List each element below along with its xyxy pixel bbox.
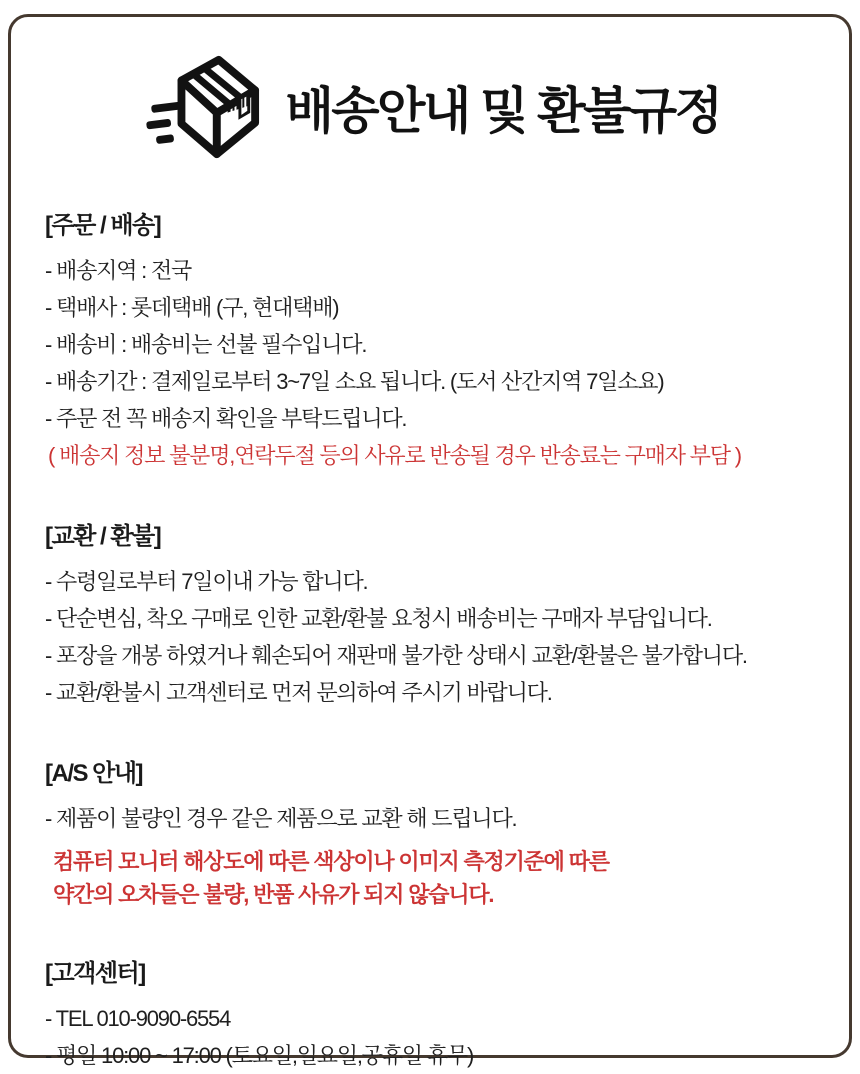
page-content xyxy=(11,17,849,1074)
policy-line: - 단순변심, 착오 구매로 인한 교환/환불 요청시 배송비는 구매자 부담입니다. xyxy=(45,606,712,631)
customer-hours-line: - 평일 10:00 ~ 17:00 (토요일,일요일,공휴일 휴무) xyxy=(45,1043,474,1068)
section-heading: [고객센터] xyxy=(45,960,145,987)
section-as-guide xyxy=(45,753,819,911)
policy-line: - 교환/환불시 고객센터로 먼저 문의하여 주시기 바랍니다. xyxy=(45,680,552,705)
section-heading: [교환 / 환불] xyxy=(45,523,161,550)
section-heading: [A/S 안내] xyxy=(45,760,143,787)
policy-line: - 배송기간 : 결제일로부터 3~7일 소요 됩니다. (도서 산간지역 7일소요) xyxy=(45,369,664,394)
page-border xyxy=(8,14,852,1068)
section-heading: [주문 / 배송] xyxy=(45,212,161,239)
section-exchange-refund xyxy=(45,516,819,711)
shipping-box-icon xyxy=(144,52,270,162)
policy-line: - 포장을 개봉 하였거나 훼손되어 재판매 불가한 상태시 교환/환불은 불가합니다. xyxy=(45,643,747,668)
header xyxy=(45,51,819,163)
policy-line: - 배송지역 : 전국 xyxy=(45,258,192,283)
warning-line: 약간의 오차들은 불량, 반품 사유가 되지 않습니다. xyxy=(53,882,494,907)
shipping-return-warning-note: ( 배송지 정보 불분명,연락두절 등의 사유로 반송될 경우 반송료는 구매자 부담 ) xyxy=(48,443,741,468)
policy-line: - 수령일로부터 7일이내 가능 합니다. xyxy=(45,569,368,594)
section-customer-center xyxy=(45,953,819,1074)
customer-tel-line: - TEL 010-9090-6554 xyxy=(45,1006,231,1031)
as-warning-note xyxy=(53,845,819,911)
policy-line: - 배송비 : 배송비는 선불 필수입니다. xyxy=(45,332,367,357)
policy-line: - 택배사 : 롯데택배 (구, 현대택배) xyxy=(45,295,339,320)
policy-line: - 제품이 불량인 경우 같은 제품으로 교환 해 드립니다. xyxy=(45,806,517,831)
section-order-shipping xyxy=(45,205,819,474)
page-title: 배송안내 및 환불규정 xyxy=(285,83,721,139)
policy-line: - 주문 전 꼭 배송지 확인을 부탁드립니다. xyxy=(45,406,407,431)
warning-line: 컴퓨터 모니터 해상도에 따른 색상이나 이미지 측정기준에 따른 xyxy=(53,849,609,874)
